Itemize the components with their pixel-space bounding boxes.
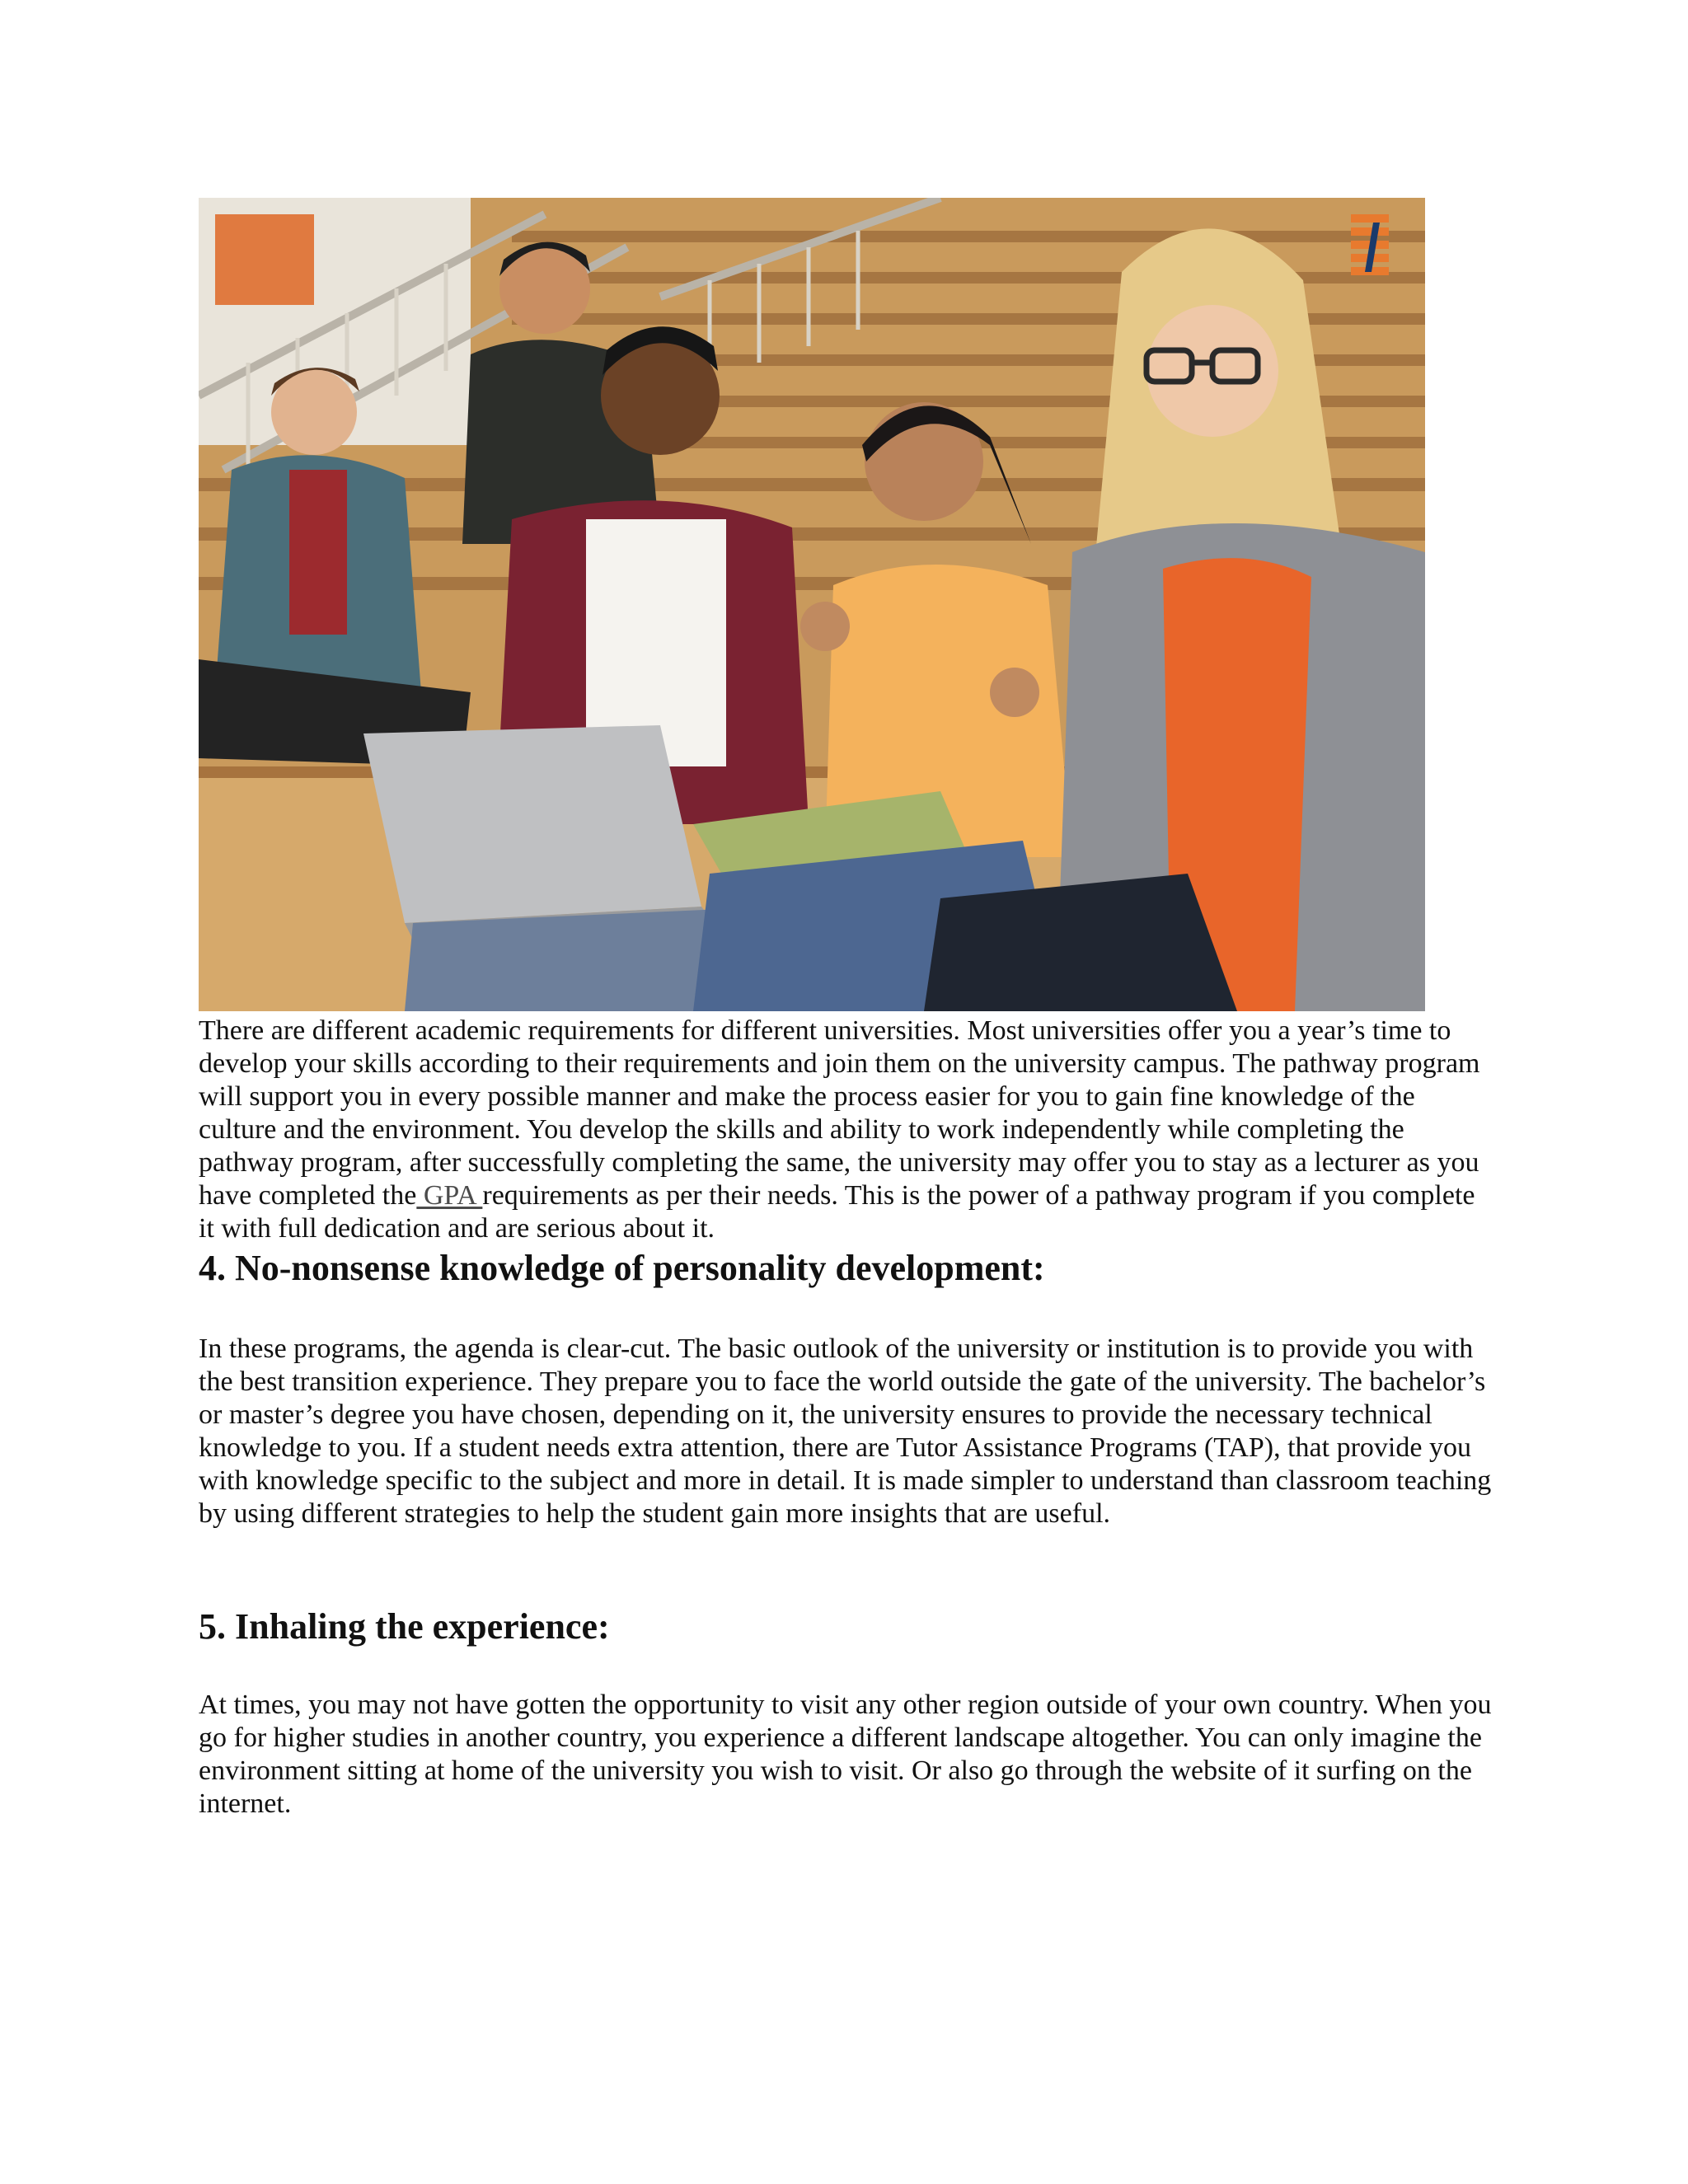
paragraph-1-text-after-link: requirements as per their needs. This is the power of a pathway program if you complete it with full dedication and are serious about it. xyxy=(199,1180,1475,1244)
gpa-link[interactable]: GPA xyxy=(416,1180,483,1211)
paragraph-pathway-program xyxy=(199,1015,1493,1245)
students-illustration xyxy=(199,198,1425,1011)
students-photo xyxy=(199,198,1425,1011)
paragraph-inhaling-experience: At times, you may not have gotten the opportunity to visit any other region outside of your own country. When you go for higher studies in another country, you experience a different landscape altogether. You can only imagine the environment sitting at home of the university you wish to visit. Or also go through the website of it surfing on the internet. xyxy=(199,1690,1492,1819)
paragraph-personality-development: In these programs, the agenda is clear-cut. The basic outlook of the university or institution is to provide you with the best transition experience. They prepare you to face the world outside the gate of the university. The bachelor’s or master’s degree you have chosen, depending on it, the university ensures to provide the necessary technical knowledge to you. If a student needs extra attention, there are Tutor Assistance Programs (TAP), that provide you with knowledge specific to the subject and more in detail. It is made simpler to understand than classroom teaching by using different strategies to help the student gain more insights that are useful. xyxy=(199,1333,1492,1529)
heading-inhaling-experience: 5. Inhaling the experience: xyxy=(199,1606,610,1647)
heading-personality-development: 4. No-nonsense knowledge of personality development: xyxy=(199,1248,1045,1288)
paragraph-1-text-before-link: There are different academic requirements for different universities. Most universities offer you a year’s time to develop your skills according to their requirements and join them on the university campus. The pathway program will support you in every possible manner and make the process easier for you to gain fine knowledge of the culture and the environment. You develop the skills and ability to work independently while completing the pathway program, after successfully completing the same, the university may offer you to stay as a lecturer as you have completed the xyxy=(199,1015,1480,1211)
